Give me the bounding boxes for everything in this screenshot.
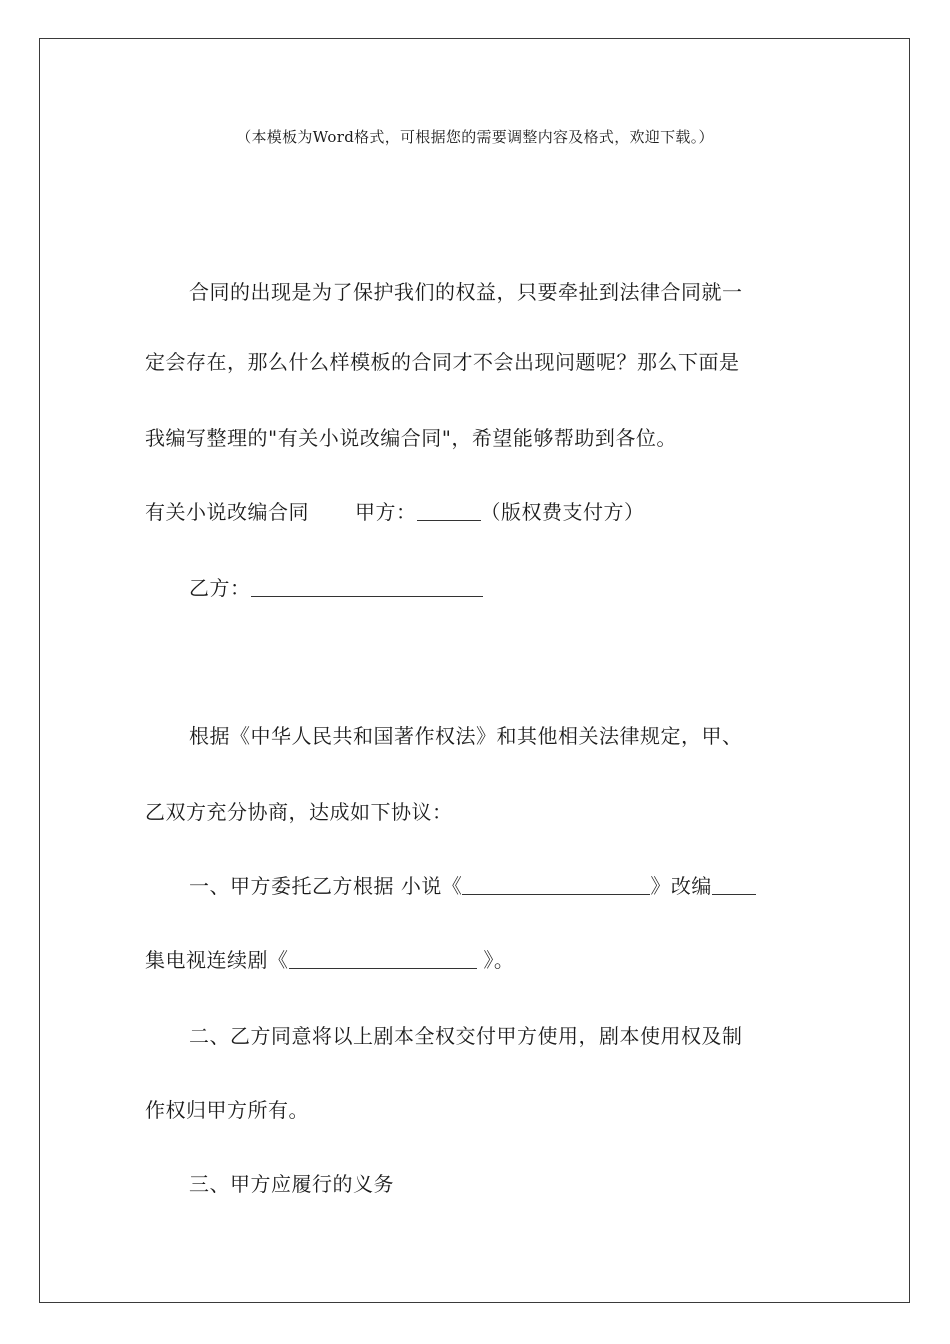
clause-3-heading: 三、甲方应履行的义务 [189, 1172, 394, 1196]
intro-line-2: 定会存在，那么什么样模板的合同才不会出现问题呢？那么下面是 [145, 350, 740, 374]
intro-line-3: 我编写整理的"有关小说改编合同"，希望能够帮助到各位。 [145, 426, 677, 450]
contract-title: 有关小说改编合同 [145, 500, 309, 524]
novel-title-blank[interactable] [462, 874, 650, 895]
clause-1-line-2 [145, 946, 514, 974]
template-notice: （本模板为Word格式，可根据您的需要调整内容及格式，欢迎下载。） [236, 128, 714, 146]
party-b-row [189, 574, 483, 602]
clause-1-text-d: 》。 [476, 948, 515, 972]
clause-1-text-b: 》改编 [650, 874, 712, 898]
clause-2-line-2: 作权归甲方所有。 [145, 1098, 309, 1122]
party-b-label: 乙方： [189, 576, 251, 600]
clause-1-text-c: 集电视连续剧《 [145, 948, 289, 972]
episode-count-blank[interactable] [712, 874, 756, 895]
contract-header-row [145, 498, 645, 526]
clause-2-line-1: 二、乙方同意将以上剧本全权交付甲方使用，剧本使用权及制 [189, 1024, 743, 1048]
preamble-line-1: 根据《中华人民共和国著作权法》和其他相关法律规定，甲、 [189, 724, 743, 748]
clause-1-text-a: 一、甲方委托乙方根据 小说《 [189, 874, 463, 898]
party-b-blank[interactable] [251, 576, 483, 597]
party-a-note: （版权费支付方） [480, 500, 645, 524]
clause-1-line-1 [189, 872, 756, 900]
drama-title-blank[interactable] [289, 948, 477, 969]
intro-line-1: 合同的出现是为了保护我们的权益，只要牵扯到法律合同就一 [189, 280, 743, 304]
preamble-line-2: 乙双方充分协商，达成如下协议： [145, 800, 453, 824]
party-a-label: 甲方： [355, 500, 417, 524]
party-a-blank[interactable] [417, 500, 481, 521]
